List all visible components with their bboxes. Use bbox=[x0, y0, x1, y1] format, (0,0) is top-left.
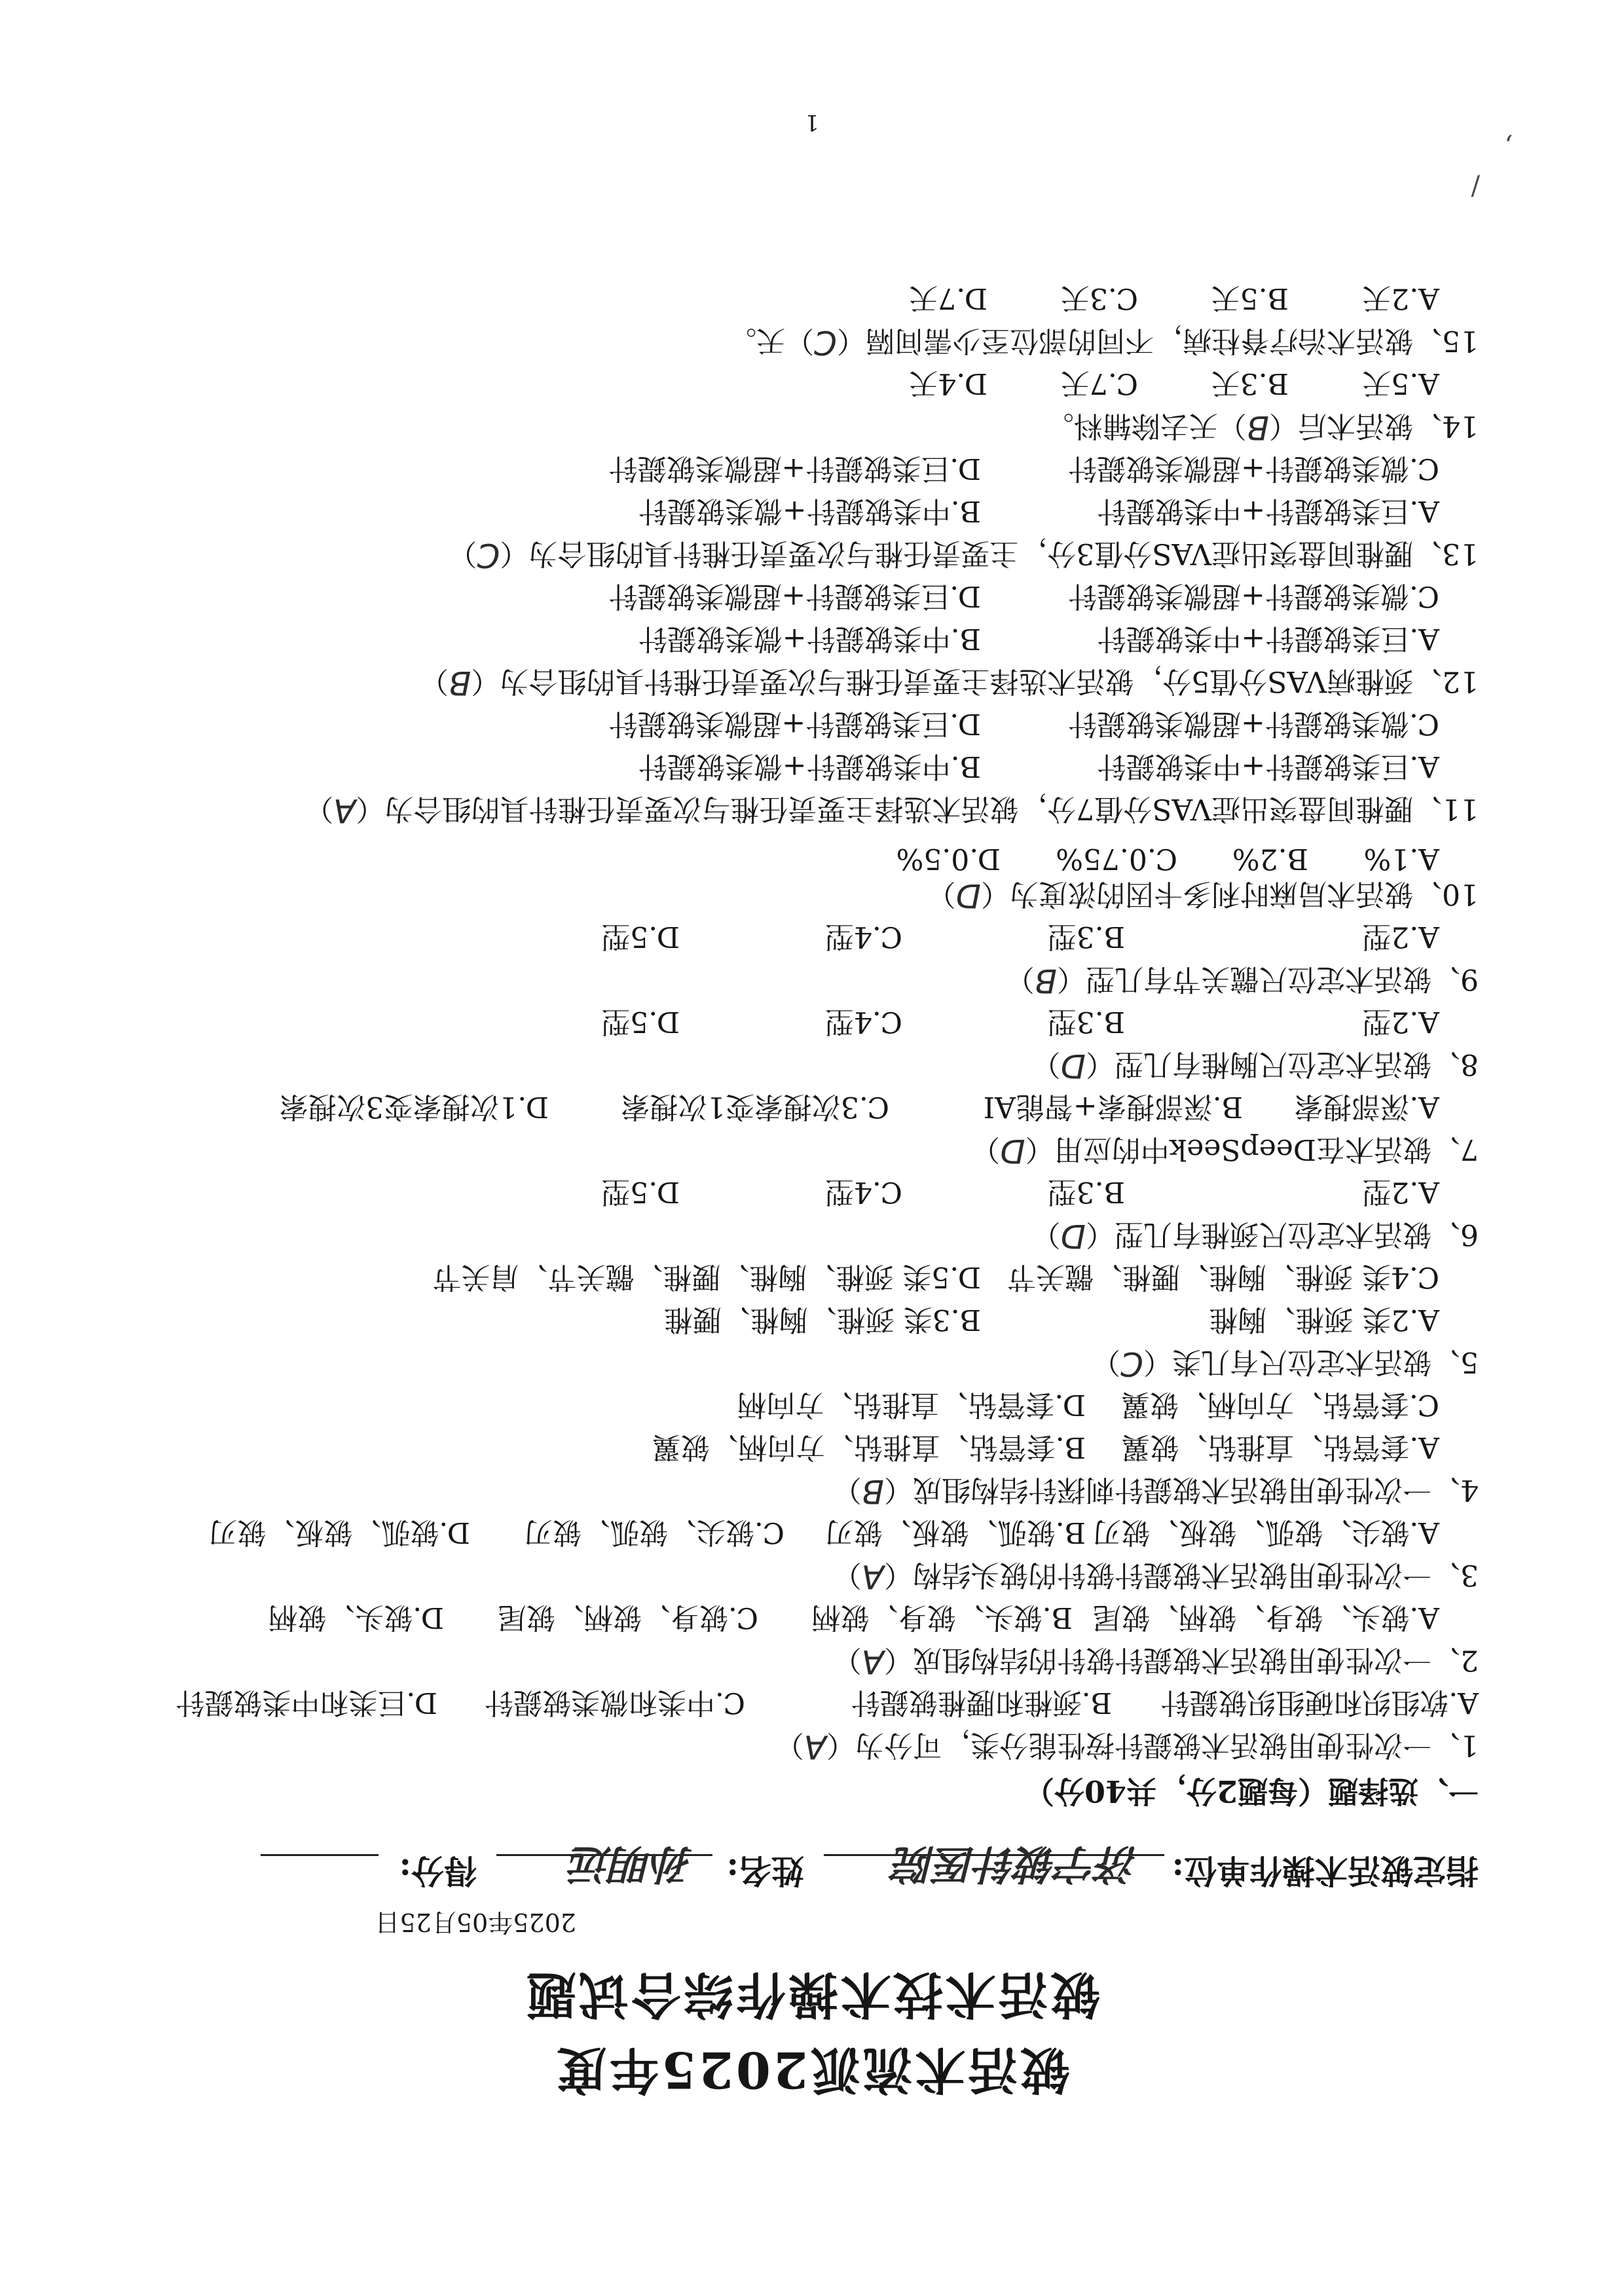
question-9: 9、铍活术定位尺髋关节有几型（B） bbox=[1005, 962, 1479, 1000]
option-c: C.7天 bbox=[1060, 367, 1138, 400]
question-1: 1、一次性使用铍活术铍鍉针按性能分类，可分为（A） bbox=[775, 1728, 1479, 1766]
option-b: B.3天 bbox=[1211, 367, 1289, 400]
option-a: A.2型 bbox=[1362, 920, 1439, 953]
option-c: C.3天 bbox=[1060, 282, 1138, 315]
main-title: 铍活术流派2025年度 bbox=[554, 2041, 1070, 2099]
option-a: A.巨类铍鍉针+中类铍鍉针 bbox=[1097, 750, 1439, 783]
option-b: B.3型 bbox=[1047, 920, 1125, 953]
option-b: B.3型 bbox=[1047, 1005, 1125, 1038]
option-c: C.0.75% bbox=[1056, 842, 1177, 875]
option-b: B.颈椎和腰椎铍鍉针 bbox=[851, 1686, 1112, 1719]
option-b: B.2% bbox=[1232, 842, 1308, 875]
option-c: C.套管钻、方向柄、铍翼 bbox=[1120, 1388, 1439, 1421]
sub-title: 铍活术技术操作综合试题 bbox=[524, 1965, 1100, 2024]
option-b: B.铍头、铍身、铍柄 bbox=[811, 1601, 1073, 1634]
handwritten-answer: D bbox=[1060, 1217, 1086, 1255]
option-b: B.5天 bbox=[1211, 282, 1289, 315]
option-d: D.4天 bbox=[909, 367, 987, 400]
option-d: D.7天 bbox=[909, 282, 987, 315]
option-c: C.微类铍鍉针+超微类铍鍉针 bbox=[1068, 452, 1439, 485]
option-b: B.中类铍鍉针+微类铍鍉针 bbox=[638, 750, 981, 783]
option-b: B.中类铍鍉针+微类铍鍉针 bbox=[638, 494, 981, 528]
question-3: 3、一次性使用铍活术铍鍉针铍针的铍头结构（A） bbox=[832, 1558, 1479, 1595]
option-c: C.4型 bbox=[824, 1005, 902, 1038]
handwritten-answer: B bbox=[1034, 962, 1057, 1000]
handwritten-answer: C bbox=[477, 536, 500, 574]
option-c: C.4类 颈椎、胸椎、腰椎、髋关节 bbox=[1006, 1260, 1439, 1294]
score-line bbox=[261, 1854, 378, 1856]
option-c: C.4型 bbox=[824, 920, 902, 953]
question-11: 11、腰椎间盘突出症VAS分值7分，铍活术选择主要责任椎与次要责任椎针具的组合为（A） bbox=[304, 792, 1479, 829]
question-6: 6、铍活术定位尺颈椎有几型（D） bbox=[1031, 1217, 1479, 1255]
option-d: D.5型 bbox=[601, 1005, 680, 1038]
handwritten-answer: A bbox=[861, 1558, 884, 1595]
exam-header bbox=[103, 1840, 1479, 1897]
option-d: D.1次搜索变3次搜索 bbox=[279, 1090, 549, 1123]
handwritten-answer: C bbox=[814, 323, 837, 361]
option-c: C.铍尖、铍弧、铍刃 bbox=[523, 1516, 784, 1549]
option-b: B.铍弧、铍板、铍刃 bbox=[824, 1516, 1086, 1549]
option-d: D.5型 bbox=[601, 1175, 680, 1209]
option-d: D.巨类铍鍉针+超微类铍鍉针 bbox=[608, 452, 981, 485]
option-c: C.微类铍鍉针+超微类铍鍉针 bbox=[1068, 579, 1439, 613]
question-7: 7、铍活术在DeepSeek中的应用（D） bbox=[971, 1132, 1479, 1170]
option-a: A.2型 bbox=[1362, 1175, 1439, 1209]
option-d: D.0.5% bbox=[896, 842, 1001, 875]
option-d: D.5型 bbox=[601, 920, 680, 953]
handwritten-answer: A bbox=[861, 1643, 884, 1681]
option-a: A.巨类铍鍉针+中类铍鍉针 bbox=[1097, 622, 1439, 655]
option-a: A.套管钻、直推钻、铍翼 bbox=[1121, 1430, 1439, 1464]
option-c: C.3次搜索变1次搜索 bbox=[620, 1090, 889, 1123]
unit-signature: 济宁铍针医院 bbox=[894, 1840, 1138, 1888]
question-13: 13、腰椎间盘突出症VAS分值3分，主要责任椎与次要责任椎针具的组合为（C） bbox=[448, 536, 1479, 574]
handwritten-answer: B bbox=[449, 664, 471, 702]
option-d: D.巨类铍鍉针+超微类铍鍉针 bbox=[608, 707, 981, 740]
exam-date: 2025年05月25日 bbox=[375, 1908, 576, 1937]
option-c: C.微类铍鍉针+超微类铍鍉针 bbox=[1068, 707, 1439, 740]
option-d: D.铍头、铍柄 bbox=[268, 1601, 444, 1634]
option-a: A.2天 bbox=[1362, 282, 1439, 315]
page-number: 1 bbox=[805, 109, 819, 136]
option-b: B.深部搜索+智能AI bbox=[983, 1090, 1243, 1123]
handwritten-answer: C bbox=[1120, 1345, 1143, 1383]
option-c: C.4型 bbox=[824, 1175, 902, 1209]
question-15: 15、铍活术治疗脊柱病，不同的部位至少需间隔（C）天。 bbox=[728, 323, 1479, 361]
option-b: B.3型 bbox=[1047, 1175, 1125, 1209]
option-a: A.巨类铍鍉针+中类铍鍉针 bbox=[1097, 494, 1439, 528]
option-d: D.套管钻、直推钻、方向柄 bbox=[737, 1388, 1086, 1421]
unit-label: 指定铍活术操作单位: bbox=[1172, 1851, 1479, 1890]
option-d: D.巨类铍鍉针+超微类铍鍉针 bbox=[608, 579, 981, 613]
question-14: 14、铍活术后（B）天去除辅料。 bbox=[1044, 409, 1479, 446]
handwritten-answer: D bbox=[1000, 1132, 1025, 1170]
name-signature: 孙明远 bbox=[570, 1840, 693, 1888]
handwritten-answer: D bbox=[955, 877, 981, 915]
question-2: 2、一次性使用铍活术铍鍉针铍针的结构组成（A） bbox=[832, 1643, 1479, 1681]
option-d: D.铍弧、铍板、铍刃 bbox=[208, 1516, 470, 1549]
handwritten-answer: D bbox=[1060, 1047, 1086, 1085]
option-b: B.套管钻、直推钻、方向柄、铍翼 bbox=[652, 1430, 1086, 1464]
question-8: 8、铍活术定位尺胸椎有几型（D） bbox=[1031, 1047, 1479, 1085]
section-heading: 一、选择题（每题2分，共40分） bbox=[1024, 1774, 1479, 1809]
option-a: A.软组织和硬组织铍鍉针 bbox=[1160, 1686, 1479, 1719]
scan-mark: , bbox=[1504, 132, 1513, 162]
scan-mark: / bbox=[1471, 171, 1480, 201]
question-10: 10、铍活术局麻时利多卡因的浓度为（D） bbox=[927, 877, 1479, 915]
handwritten-answer: B bbox=[861, 1472, 884, 1510]
score-label: 得分: bbox=[399, 1851, 477, 1890]
option-a: A.1% bbox=[1363, 842, 1439, 875]
handwritten-answer: A bbox=[803, 1728, 826, 1766]
option-b: B.3类 颈椎、胸椎、腰椎 bbox=[663, 1303, 981, 1336]
option-a: A.2类 颈椎、胸椎 bbox=[1209, 1303, 1439, 1336]
option-c: C.中类和微类铍鍉针 bbox=[484, 1686, 745, 1719]
handwritten-answer: A bbox=[333, 792, 356, 829]
option-a: A.铍头、铍身、铍柄、铍尾 bbox=[1092, 1601, 1439, 1634]
name-label: 姓名: bbox=[726, 1851, 804, 1890]
question-5: 5、铍活术定位尺有几类（C） bbox=[1092, 1345, 1479, 1383]
option-d: D.巨类和中类铍鍉针 bbox=[175, 1686, 437, 1719]
option-a: A.5天 bbox=[1362, 367, 1439, 400]
handwritten-answer: B bbox=[1246, 409, 1269, 446]
option-b: B.中类铍鍉针+微类铍鍉针 bbox=[638, 622, 981, 655]
option-a: A.2型 bbox=[1362, 1005, 1439, 1038]
option-c: C.铍身、铍柄、铍尾 bbox=[497, 1601, 758, 1634]
option-a: A.深部搜索 bbox=[1294, 1090, 1439, 1123]
question-12: 12、颈椎病VAS分值5分，铍活术选择主要责任椎与次要责任椎针具的组合为（B） bbox=[420, 664, 1479, 702]
question-4: 4、一次性使用铍活术铍鍉针刺探针结构组成（B） bbox=[832, 1472, 1479, 1510]
option-a: A.铍尖、铍弧、铍板、铍刃 bbox=[1092, 1516, 1439, 1549]
option-d: D.5类 颈椎、胸椎、腰椎、髋关节、肩关节 bbox=[432, 1260, 981, 1294]
